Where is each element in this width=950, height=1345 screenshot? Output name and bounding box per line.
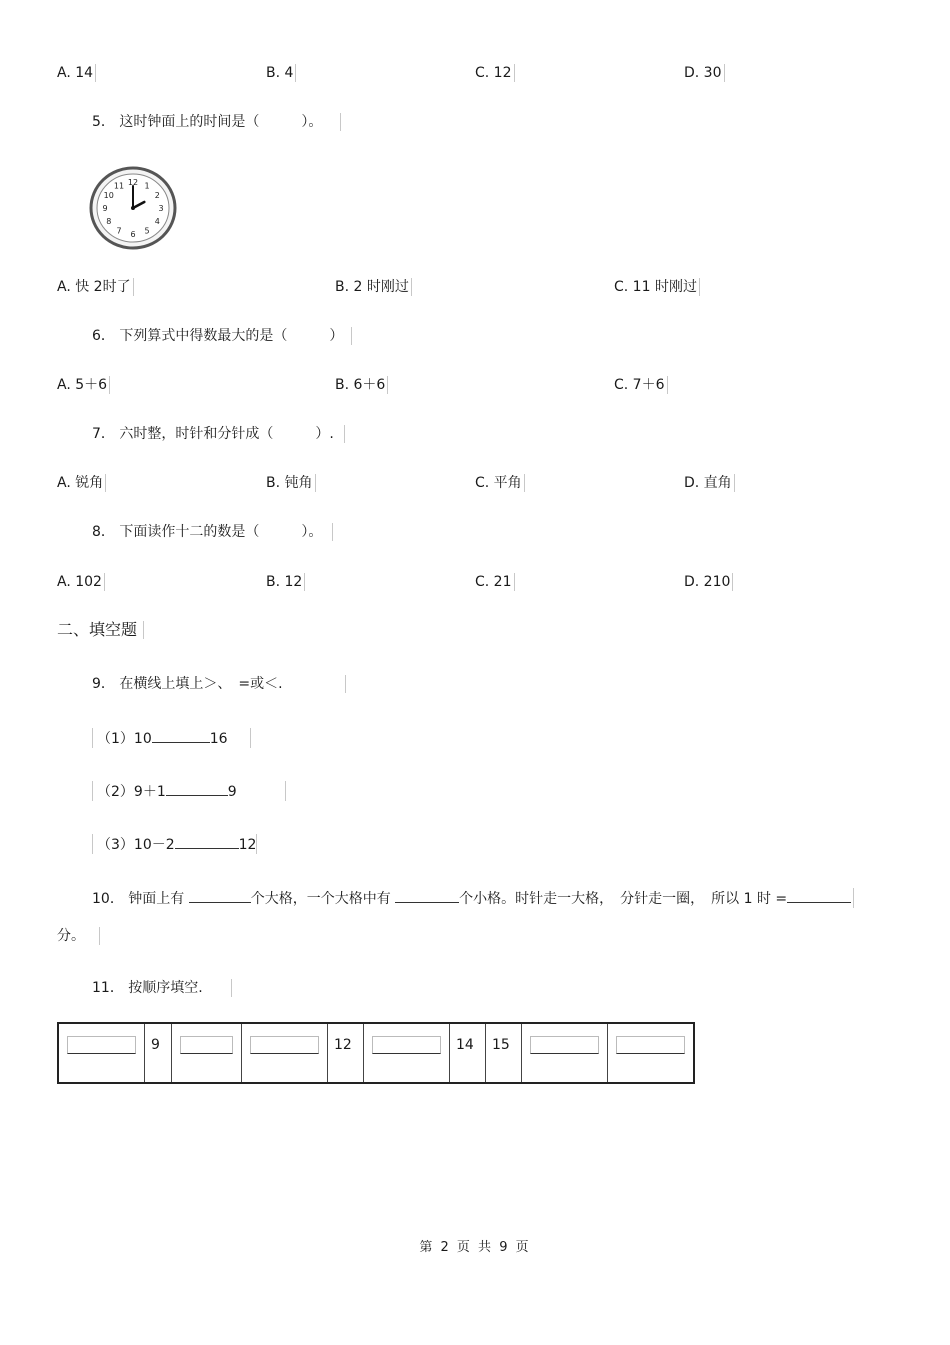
q11-stem: 11． 按顺序填空. bbox=[92, 979, 232, 997]
q9-item-2-prefix: （2）9＋1 bbox=[97, 784, 166, 800]
clock-number: 11 bbox=[113, 181, 125, 191]
seq-cell-2: 9 bbox=[145, 1023, 172, 1083]
clock-number: 3 bbox=[158, 204, 164, 213]
q11-sequence-table bbox=[57, 1022, 695, 1084]
seq-cell-8: 15 bbox=[486, 1023, 522, 1083]
q9-item-1-suffix: 16 bbox=[209, 731, 228, 747]
q9-item-3-blank[interactable] bbox=[175, 834, 239, 849]
q9-item-3-suffix: 12 bbox=[238, 837, 257, 853]
q7-stem: 7． 六时整，时针和分针成（ ）. bbox=[92, 425, 345, 443]
q4-option-c: C. 12 bbox=[475, 64, 515, 82]
seq-cell-6[interactable] bbox=[364, 1023, 450, 1083]
q5-stem: 5． 这时钟面上的时间是（ ）。 bbox=[92, 113, 341, 131]
q9-item-3 bbox=[92, 834, 257, 854]
q8-option-a: A. 102 bbox=[57, 573, 105, 591]
q9-item-2-blank[interactable] bbox=[166, 781, 228, 796]
q6-option-a: A. 5＋6 bbox=[57, 376, 110, 394]
q6-option-b: B. 6＋6 bbox=[335, 376, 388, 394]
seq-cell-4[interactable] bbox=[242, 1023, 328, 1083]
clock-number: 10 bbox=[103, 191, 114, 200]
q10-blank-small-grids[interactable] bbox=[395, 888, 459, 903]
page-footer: 第 2 页 共 9 页 bbox=[419, 1240, 531, 1255]
clock-number: 12 bbox=[127, 178, 139, 187]
section-title-fill-in: 二、填空题 bbox=[57, 621, 144, 639]
clock-number: 7 bbox=[116, 226, 122, 236]
clock-number: 6 bbox=[130, 230, 136, 239]
q5-option-c: C. 11 时刚过 bbox=[614, 278, 700, 296]
q10-part1: 10． 钟面上有 bbox=[92, 891, 185, 907]
seq-cell-9[interactable] bbox=[522, 1023, 608, 1083]
q4-option-d: D. 30 bbox=[684, 64, 725, 82]
seq-cell-10[interactable] bbox=[608, 1023, 695, 1083]
q9-item-1 bbox=[92, 728, 251, 748]
q9-item-2 bbox=[92, 781, 286, 801]
q10-blank-big-grids[interactable] bbox=[189, 888, 251, 903]
seq-cell-5: 12 bbox=[328, 1023, 364, 1083]
seq-cell-7: 14 bbox=[450, 1023, 486, 1083]
q9-item-2-suffix: 9 bbox=[227, 784, 237, 800]
q8-option-d: D. 210 bbox=[684, 573, 733, 591]
q5-option-b: B. 2 时刚过 bbox=[335, 278, 412, 296]
q6-option-c: C. 7＋6 bbox=[614, 376, 668, 394]
seq-cell-3[interactable] bbox=[172, 1023, 242, 1083]
q5-option-a: A. 快 2时了 bbox=[57, 278, 134, 296]
clock-number: 2 bbox=[154, 191, 160, 200]
clock-number: 1 bbox=[144, 181, 150, 191]
q4-option-a: A. 14 bbox=[57, 64, 96, 82]
q9-item-3-prefix: （3）10－2 bbox=[97, 837, 175, 853]
clock-number: 4 bbox=[154, 217, 160, 226]
seq-cell-1[interactable] bbox=[58, 1023, 145, 1083]
q8-option-b: B. 12 bbox=[266, 573, 305, 591]
q9-item-1-prefix: （1）10 bbox=[97, 731, 152, 747]
q10-blank-minutes[interactable] bbox=[787, 888, 851, 903]
q10-line1 bbox=[92, 888, 854, 908]
q8-stem: 8． 下面读作十二的数是（ ）。 bbox=[92, 523, 333, 541]
clock-face bbox=[88, 165, 178, 251]
q7-option-b: B. 钝角 bbox=[266, 474, 316, 492]
clock-number: 5 bbox=[144, 226, 150, 236]
q7-option-a: A. 锐角 bbox=[57, 474, 106, 492]
clock-number: 8 bbox=[106, 217, 112, 226]
q10-part2: 个大格，一个大格中有 bbox=[250, 891, 391, 907]
q8-option-c: C. 21 bbox=[475, 573, 515, 591]
clock-number: 9 bbox=[102, 204, 108, 213]
q7-option-d: D. 直角 bbox=[684, 474, 735, 492]
q6-stem: 6． 下列算式中得数最大的是（ ） bbox=[92, 327, 352, 345]
q10-line2: 分。 bbox=[57, 927, 100, 945]
q9-item-1-blank[interactable] bbox=[152, 728, 210, 743]
q9-stem: 9． 在横线上填上＞、 =或＜. bbox=[92, 675, 346, 693]
q4-option-b: B. 4 bbox=[266, 64, 296, 82]
q7-option-c: C. 平角 bbox=[475, 474, 525, 492]
q10-part3: 个小格。时针走一大格， 分针走一圈， 所以 1 时 = bbox=[459, 891, 788, 907]
